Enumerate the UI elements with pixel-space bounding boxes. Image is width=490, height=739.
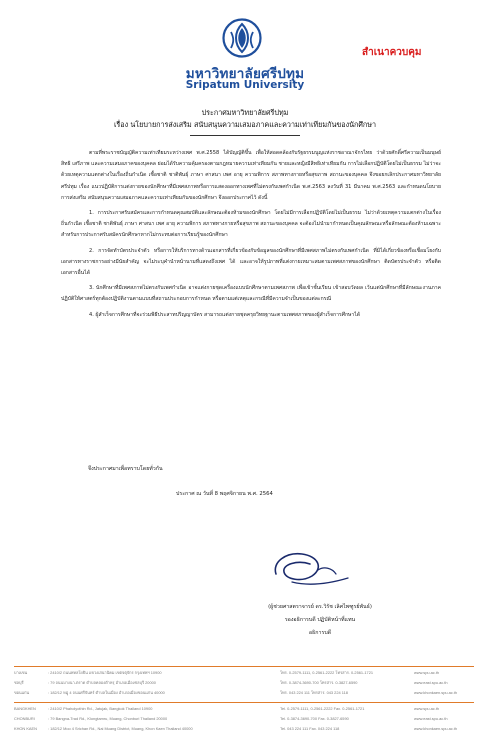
- footer-row-khonkaen-en: [14, 726, 478, 735]
- body-paragraph-1: 1. การประกาศรับสมัครและการกำหนดคุณสมบัติและลักษณะต้องห้ามของนักศึกษา โดยไม่มีการเลือกปฏิบัติโดยไม่เป็นธรรม ไม่ว่าด้วยเหตุความแตกต่างในเรื่อง ถิ่นกำเนิด เชื้อชาติ ชาติพันธุ์ ภาษา ศาสนา เพศ อายุ ความพิการ สภาพทางกายหรือสุขภาพ สถานะของบุคคล จะต้องไม่นำมากำหนดเป็นคุณลักษณะหรือลักษณะต้องห้ามเฉพาะ สำหรับการประกาศรับสมัครนักศึกษาหากไม่กระทบต่อการเรียนรู้ของนักศึกษา: [61, 210, 441, 239]
- footer-website: www.spu.ac.th: [414, 706, 440, 711]
- footer-row-chonburi-th: [14, 680, 478, 689]
- footer-phone: Tel. 0-3874-3690-700 Fax. 0-3827-6590: [280, 716, 349, 721]
- signatory-name: (ผู้ช่วยศาสตราจารย์ ดร.วิรัช เลิศไพฑูรย์พันธ์): [268, 604, 372, 610]
- footer-address: : 2410/2 ถนนพหลโยธิน แขวงเสนานิคม เขตจตุจักร กรุงเทพฯ 10900: [48, 670, 162, 675]
- footer-address: : 79 Bangna-Trad Rd., Klongtamru, Muang, Chonburi Thailand 20000: [48, 716, 168, 721]
- university-emblem-icon: [222, 18, 262, 58]
- footer-phone: โทร. 043 224 111 โทรสาร. 043 224 118: [280, 690, 348, 695]
- footer-divider-top: [14, 666, 474, 667]
- announcement-date: ประกาศ ณ วันที่ 8 พฤศจิกายน พ.ศ. 2564: [176, 491, 273, 497]
- body-paragraph-intro: ตามที่พระราชบัญญัติความเท่าเทียมระหว่างเพศ พ.ศ.2558 ได้บัญญัติขึ้น เพื่อให้สอดคล้องกับรัฐธรรมนูญแห่งราชอาณาจักรไทย ว่าด้วยศักดิ์ศรีความเป็นมนุษย์ สิทธิ เสรีภาพ และความเสมอภาคของบุคคล ย่อมได้รับความคุ้มครองตามกฎหมายความเท่าเทียมกัน ชายและหญิงมีสิทธิเท่าเทียมกัน การไม่เลือกปฏิบัติโดยไม่เป็นธรรม ไม่ว่าจะด้วยเหตุความแตกต่างในเรื่องถิ่นกำเนิด เชื้อชาติ ชาติพันธุ์ ภาษา ศาสนา เพศ อายุ ความพิการ สภาพทางกายหรือสุขภาพ สถานะของบุคคล จึงขอยกเลิกประกาศมหาวิทยาลัยศรีปทุม เรื่อง แนวปฏิบัติการแต่งกายของนักศึกษาที่มีเพศสภาพหรือการแสดงออกทางเพศที่ไม่ตรงกับเพศกำเนิด พ.ศ.2563 ลงวันที่ 31 มีนาคม พ.ศ.2563 และกำหนดนโยบายการส่งเสริม สนับสนุนความเสมอภาคและความเท่าเทียมกันของนักศึกษา จึงออกประกาศไว้ ดังนี้: [61, 150, 441, 201]
- footer-address: : 79 ถนนบางนา-ตราด ตำบลคลองตำหรุ อำเภอเมืองชลบุรี 20000: [48, 680, 156, 685]
- footer-phone: โทร. 0-2579-1111, 0-2561-2222 โทรสาร. 0-2561-1721: [280, 670, 374, 675]
- footer-website: www.khonkaen.spu.ac.th: [414, 726, 458, 731]
- body-paragraph-4: 4. ผู้สำเร็จการศึกษาที่จะร่วมพิธีประสาทปริญญาบัตร สามารถแต่งกายชุดครุยวิทยฐานะตามเพศสภาพของผู้สำเร็จการศึกษาได้: [89, 311, 361, 318]
- footer-phone: Tel. 043 224 111 Fax. 043 224 118: [280, 726, 340, 731]
- footer-website: www.spu.ac.th: [414, 670, 440, 675]
- footer-campus: KHON KAEN: [14, 726, 37, 731]
- body-paragraph-3: 3. นักศึกษาที่มีเพศสภาพไม่ตรงกับเพศกำเนิด อาจแต่งกายชุดเครื่องแบบนักศึกษาตามเพศสภาพ เพื่อเข้าชั้นเรียน เข้าสอบวัดผล เว้นแต่นักศึกษาที่มีลักษณะงานภาคปฏิบัติให้ศาสตร์ทุกต้องปฏิบัติงานตามแบบที่สถานประกอบการกำหนด หรือตามแต่เหตุและกรณีที่มีความจำเป็นของแต่ละกรณี: [61, 285, 441, 303]
- announcement-body: [61, 148, 441, 325]
- footer-phone: Tel. 0-2579-1111, 0-2561-2222 Fax. 0-2561-1721: [280, 706, 365, 711]
- announcement-title: ประกาศมหาวิทยาลัยศรีปทุม: [201, 108, 289, 117]
- footer-campus: BANGKHEN: [14, 706, 36, 711]
- footer-row-bangkhen-th: [14, 670, 478, 679]
- controlled-copy-stamp: สำเนาควบคุม: [362, 47, 422, 58]
- footer-campus: ขอนแก่น: [14, 690, 30, 695]
- footer-website: www.khonkaen.spu.ac.th: [414, 690, 458, 695]
- handwritten-signature: [262, 540, 358, 594]
- footer-address: : 182/12 หมู่ 4 ถนนศรีจันทร์ ตำบลในเมือง อำเภอเมืองขอนแก่น 40000: [48, 690, 165, 695]
- footer-row-khonkaen-th: [14, 690, 478, 699]
- footer-address: : 2410/2 Phaholyothin Rd., Jatujak, Bangkok Thailand 10900: [48, 706, 153, 711]
- announcement-subject: เรื่อง นโยบายการส่งเสริม สนับสนุนความเสมอภาคและความเท่าเทียมกันของนักศึกษา: [113, 120, 377, 129]
- body-paragraph-2: 2. การจัดทำบัตรประจำตัว หรือการให้บริการทางด้านเอกสารที่เกี่ยวข้องกับข้อมูลของนักศึกษาที่มีเพศสภาพไม่ตรงกับเพศกำเนิด ที่มิได้เกี่ยวข้องหรือเชื่อมโยงกับเอกสารทางราชการอย่างมีนัยสำคัญ จะไม่ระบุคำนำหน้านามที่แสดงถึงเพศ ได้ และอาจให้รูปภาพที่แต่งกายเหมาะสมตามเพศสภาพของนักศึกษา ติดบัตรประจำตัว หรือติดเอกสารอื่นได้: [61, 247, 441, 277]
- university-name-th: มหาวิทยาลัยศรีปทุม: [185, 66, 305, 82]
- footer-campus: บางเขน: [14, 670, 28, 675]
- university-name-en: Sripatum University: [185, 79, 305, 91]
- footer-phone: โทร. 0-3874-3690-700 โทรสาร. 0-3827-6590: [280, 680, 358, 685]
- footer-website: www.east.spu.ac.th: [414, 680, 448, 685]
- footer-campus: CHONBURI: [14, 716, 35, 721]
- footer-address: : 182/12 Moo 4 Srichan Rd., Nai Muang District, Muang, Khon Kaen Thailand 40000: [48, 726, 193, 731]
- footer-row-bangkhen-en: [14, 706, 478, 715]
- footer-campus: ชลบุรี: [14, 680, 24, 685]
- closing-statement: จึงประกาศมาเพื่อทราบโดยทั่วกัน: [88, 466, 163, 472]
- signatory-position-line2: อธิการบดี: [308, 630, 332, 636]
- footer-row-chonburi-en: [14, 716, 478, 725]
- footer-divider-bottom: [14, 702, 474, 703]
- footer-website: www.east.spu.ac.th: [414, 716, 448, 721]
- title-divider: [190, 135, 300, 136]
- signatory-position-line1: รองอธิการบดี ปฏิบัติหน้าที่แทน: [284, 617, 356, 623]
